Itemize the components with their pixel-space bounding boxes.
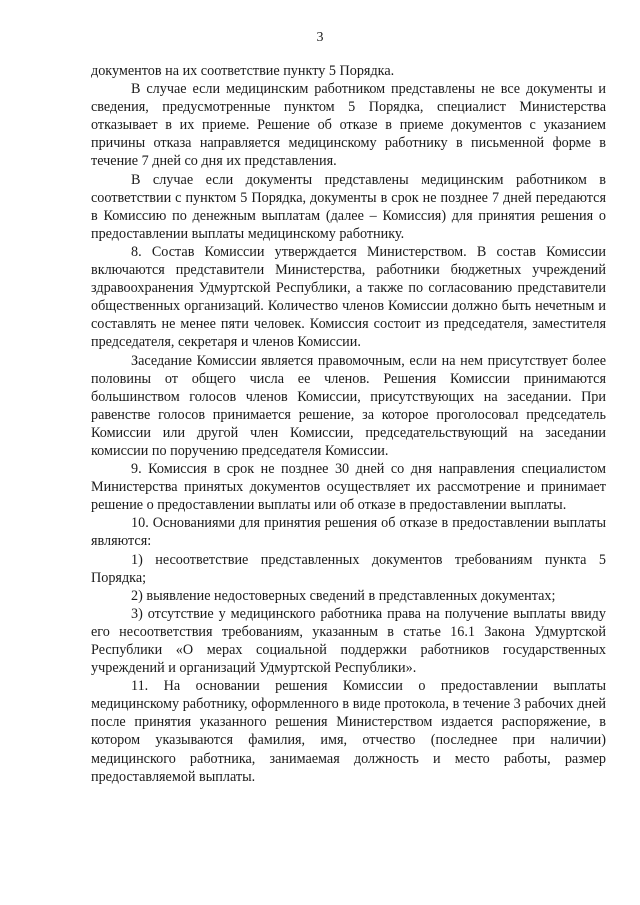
paragraph-incomplete-documents: В случае если медицинским работником представлены не все документы и сведения, предусмотренные пунктом 5 Порядка, специалист Министерства отказывает в их приеме. Решение об отказе в приеме документов с указанием причины отказа направляется медицинскому работнику в письменной форме в течение 7 дней со дня их представления. — [91, 81, 606, 170]
page-number: 3 — [316, 30, 324, 45]
list-item-refusal-ground-1: 1) несоответствие представленных документов требованиям пункта 5 Порядка; — [91, 551, 606, 586]
paragraph-item-8-commission-composition: 8. Состав Комиссии утверждается Министерством. В состав Комиссии включаются представители Министерства, работники бюджетных учреждений здравоохранения Удмуртской Республики, а также по согласованию представители общественных организаций. Количество членов Комиссии должно быть нечетным и составлять не менее пяти человек. Комиссия состоит из председателя, заместителя председателя, секретаря и членов Комиссии. — [91, 243, 606, 351]
paragraph-item-9-review-term: 9. Комиссия в срок не позднее 30 дней со дня направления специалистом Министерства принятых документов осуществляет их рассмотрение и принимает решение о предоставлении выплаты или об отказе в предоставлении выплаты. — [91, 461, 606, 514]
paragraph-item-10-refusal-grounds: 10. Основаниями для принятия решения об отказе в предоставлении выплаты являются: — [91, 515, 606, 550]
paragraph-item-11-order-issuance: 11. На основании решения Комиссии о предоставлении выплаты медицинскому работнику, оформленного в виде протокола, в течение 3 рабочих дней после принятия указанного решения Министерством издается распоряжение, в котором указываются фамилия, имя, отчество (последнее при наличии) медицинского работника, занимаемая должность и место работы, размер предоставляемой выплаты. — [91, 678, 606, 785]
list-item-refusal-ground-3: 3) отсутствие у медицинского работника права на получение выплаты ввиду его несоответствия требованиям, указанным в статье 16.1 Закона Удмуртской Республики «О мерах социальной поддержки работников государственных учреждений и организаций Удмуртской Республики». — [91, 605, 606, 677]
paragraph-documents-to-commission: В случае если документы представлены медицинским работником в соответствии с пунктом 5 Порядка, документы в срок не позднее 7 дней передаются в Комиссию по денежным выплатам (далее – Комиссия) для принятия решения о предоставлении выплаты медицинскому работнику. — [91, 171, 606, 242]
list-item-refusal-ground-2: 2) выявление недостоверных сведений в представленных документах; — [131, 587, 556, 604]
paragraph-commission-meeting: Заседание Комиссии является правомочным, если на нем присутствует более половины от общего числа ее членов. Решения Комиссии принимаются большинством голосов членов Комиссии, присутствующих на заседании. При равенстве голосов принимается решение, за которое проголосовал председатель Комиссии или другой член Комиссии, председательствующий на заседании комиссии по поручению председателя Комиссии. — [91, 352, 606, 459]
document-body — [91, 62, 606, 786]
paragraph-continuation: документов на их соответствие пункту 5 Порядка. — [91, 63, 395, 79]
